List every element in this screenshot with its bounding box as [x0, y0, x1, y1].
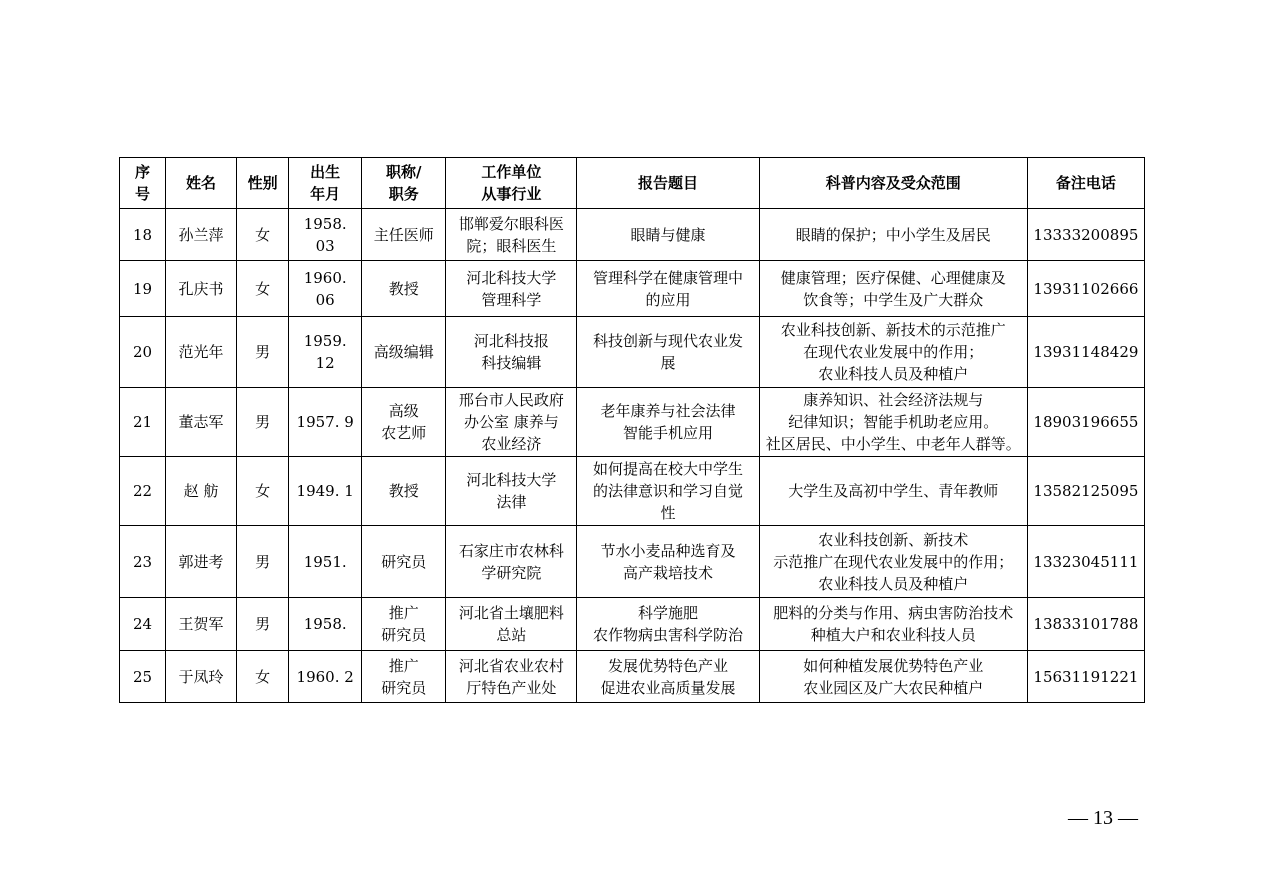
cell-unit: 邢台市人民政府 办公室 康养与 农业经济	[446, 388, 577, 457]
cell-born: 1957. 9	[289, 388, 362, 457]
cell-topic: 节水小麦品种选育及 高产栽培技术	[577, 526, 759, 598]
cell-unit: 河北省农业农村 厅特色产业处	[446, 651, 577, 703]
cell-gender: 女	[237, 261, 289, 317]
cell-content: 大学生及高初中学生、青年教师	[759, 457, 1027, 526]
cell-content: 农业科技创新、新技术 示范推广在现代农业发展中的作用； 农业科技人员及种植户	[759, 526, 1027, 598]
cell-seq: 19	[120, 261, 166, 317]
cell-phone: 13323045111	[1027, 526, 1144, 598]
table-row	[120, 317, 1145, 388]
cell-name: 王贺军	[166, 598, 237, 651]
cell-born: 1959. 12	[289, 317, 362, 388]
cell-topic: 科技创新与现代农业发 展	[577, 317, 759, 388]
table-row	[120, 388, 1145, 457]
cell-unit: 石家庄市农林科 学研究院	[446, 526, 577, 598]
cell-topic: 眼睛与健康	[577, 209, 759, 261]
cell-name: 董志军	[166, 388, 237, 457]
cell-seq: 20	[120, 317, 166, 388]
cell-name: 郭进考	[166, 526, 237, 598]
cell-phone: 13582125095	[1027, 457, 1144, 526]
cell-title: 高级 农艺师	[362, 388, 446, 457]
header-title: 职称/ 职务	[362, 158, 446, 209]
cell-born: 1960. 06	[289, 261, 362, 317]
table-row	[120, 651, 1145, 703]
cell-unit: 邯郸爱尔眼科医 院；眼科医生	[446, 209, 577, 261]
cell-content: 如何种植发展优势特色产业 农业园区及广大农民种植户	[759, 651, 1027, 703]
cell-gender: 男	[237, 317, 289, 388]
cell-content: 眼睛的保护；中小学生及居民	[759, 209, 1027, 261]
cell-born: 1951.	[289, 526, 362, 598]
cell-content: 肥料的分类与作用、病虫害防治技术 种植大户和农业科技人员	[759, 598, 1027, 651]
header-seq: 序 号	[120, 158, 166, 209]
header-unit: 工作单位 从事行业	[446, 158, 577, 209]
cell-seq: 21	[120, 388, 166, 457]
cell-unit: 河北科技大学 管理科学	[446, 261, 577, 317]
cell-phone: 13833101788	[1027, 598, 1144, 651]
table-row	[120, 598, 1145, 651]
cell-name: 孔庆书	[166, 261, 237, 317]
cell-gender: 女	[237, 209, 289, 261]
cell-born: 1949. 1	[289, 457, 362, 526]
cell-seq: 25	[120, 651, 166, 703]
table-row	[120, 457, 1145, 526]
cell-phone: 13333200895	[1027, 209, 1144, 261]
header-name: 姓名	[166, 158, 237, 209]
cell-phone: 13931148429	[1027, 317, 1144, 388]
header-phone: 备注电话	[1027, 158, 1144, 209]
cell-title: 教授	[362, 457, 446, 526]
cell-name: 于凤玲	[166, 651, 237, 703]
cell-name: 赵 舫	[166, 457, 237, 526]
cell-gender: 女	[237, 651, 289, 703]
cell-seq: 18	[120, 209, 166, 261]
cell-gender: 男	[237, 388, 289, 457]
cell-topic: 管理科学在健康管理中 的应用	[577, 261, 759, 317]
cell-title: 推广 研究员	[362, 651, 446, 703]
cell-content: 农业科技创新、新技术的示范推广 在现代农业发展中的作用； 农业科技人员及种植户	[759, 317, 1027, 388]
cell-content: 康养知识、社会经济法规与 纪律知识；智能手机助老应用。 社区居民、中小学生、中老年人群等。	[759, 388, 1027, 457]
header-topic: 报告题目	[577, 158, 759, 209]
cell-gender: 男	[237, 526, 289, 598]
cell-unit: 河北科技报 科技编辑	[446, 317, 577, 388]
cell-phone: 13931102666	[1027, 261, 1144, 317]
cell-name: 范光年	[166, 317, 237, 388]
cell-born: 1958.	[289, 598, 362, 651]
table-row	[120, 261, 1145, 317]
cell-title: 研究员	[362, 526, 446, 598]
cell-phone: 15631191221	[1027, 651, 1144, 703]
table-row	[120, 209, 1145, 261]
cell-title: 教授	[362, 261, 446, 317]
cell-born: 1958. 03	[289, 209, 362, 261]
cell-phone: 18903196655	[1027, 388, 1144, 457]
cell-seq: 24	[120, 598, 166, 651]
cell-topic: 科学施肥 农作物病虫害科学防治	[577, 598, 759, 651]
cell-unit: 河北省土壤肥料 总站	[446, 598, 577, 651]
cell-title: 主任医师	[362, 209, 446, 261]
table-row	[120, 526, 1145, 598]
cell-gender: 女	[237, 457, 289, 526]
cell-born: 1960. 2	[289, 651, 362, 703]
cell-gender: 男	[237, 598, 289, 651]
cell-topic: 如何提高在校大中学生 的法律意识和学习自觉 性	[577, 457, 759, 526]
header-gender: 性别	[237, 158, 289, 209]
cell-content: 健康管理；医疗保健、心理健康及 饮食等；中学生及广大群众	[759, 261, 1027, 317]
cell-topic: 老年康养与社会法律 智能手机应用	[577, 388, 759, 457]
cell-seq: 23	[120, 526, 166, 598]
cell-unit: 河北科技大学 法律	[446, 457, 577, 526]
cell-name: 孙兰萍	[166, 209, 237, 261]
page-number: — 13 —	[1068, 807, 1138, 829]
cell-topic: 发展优势特色产业 促进农业高质量发展	[577, 651, 759, 703]
cell-title: 高级编辑	[362, 317, 446, 388]
cell-seq: 22	[120, 457, 166, 526]
header-born: 出生 年月	[289, 158, 362, 209]
header-content: 科普内容及受众范围	[759, 158, 1027, 209]
table-header-row	[120, 158, 1145, 209]
expert-roster-table	[119, 157, 1145, 703]
cell-title: 推广 研究员	[362, 598, 446, 651]
